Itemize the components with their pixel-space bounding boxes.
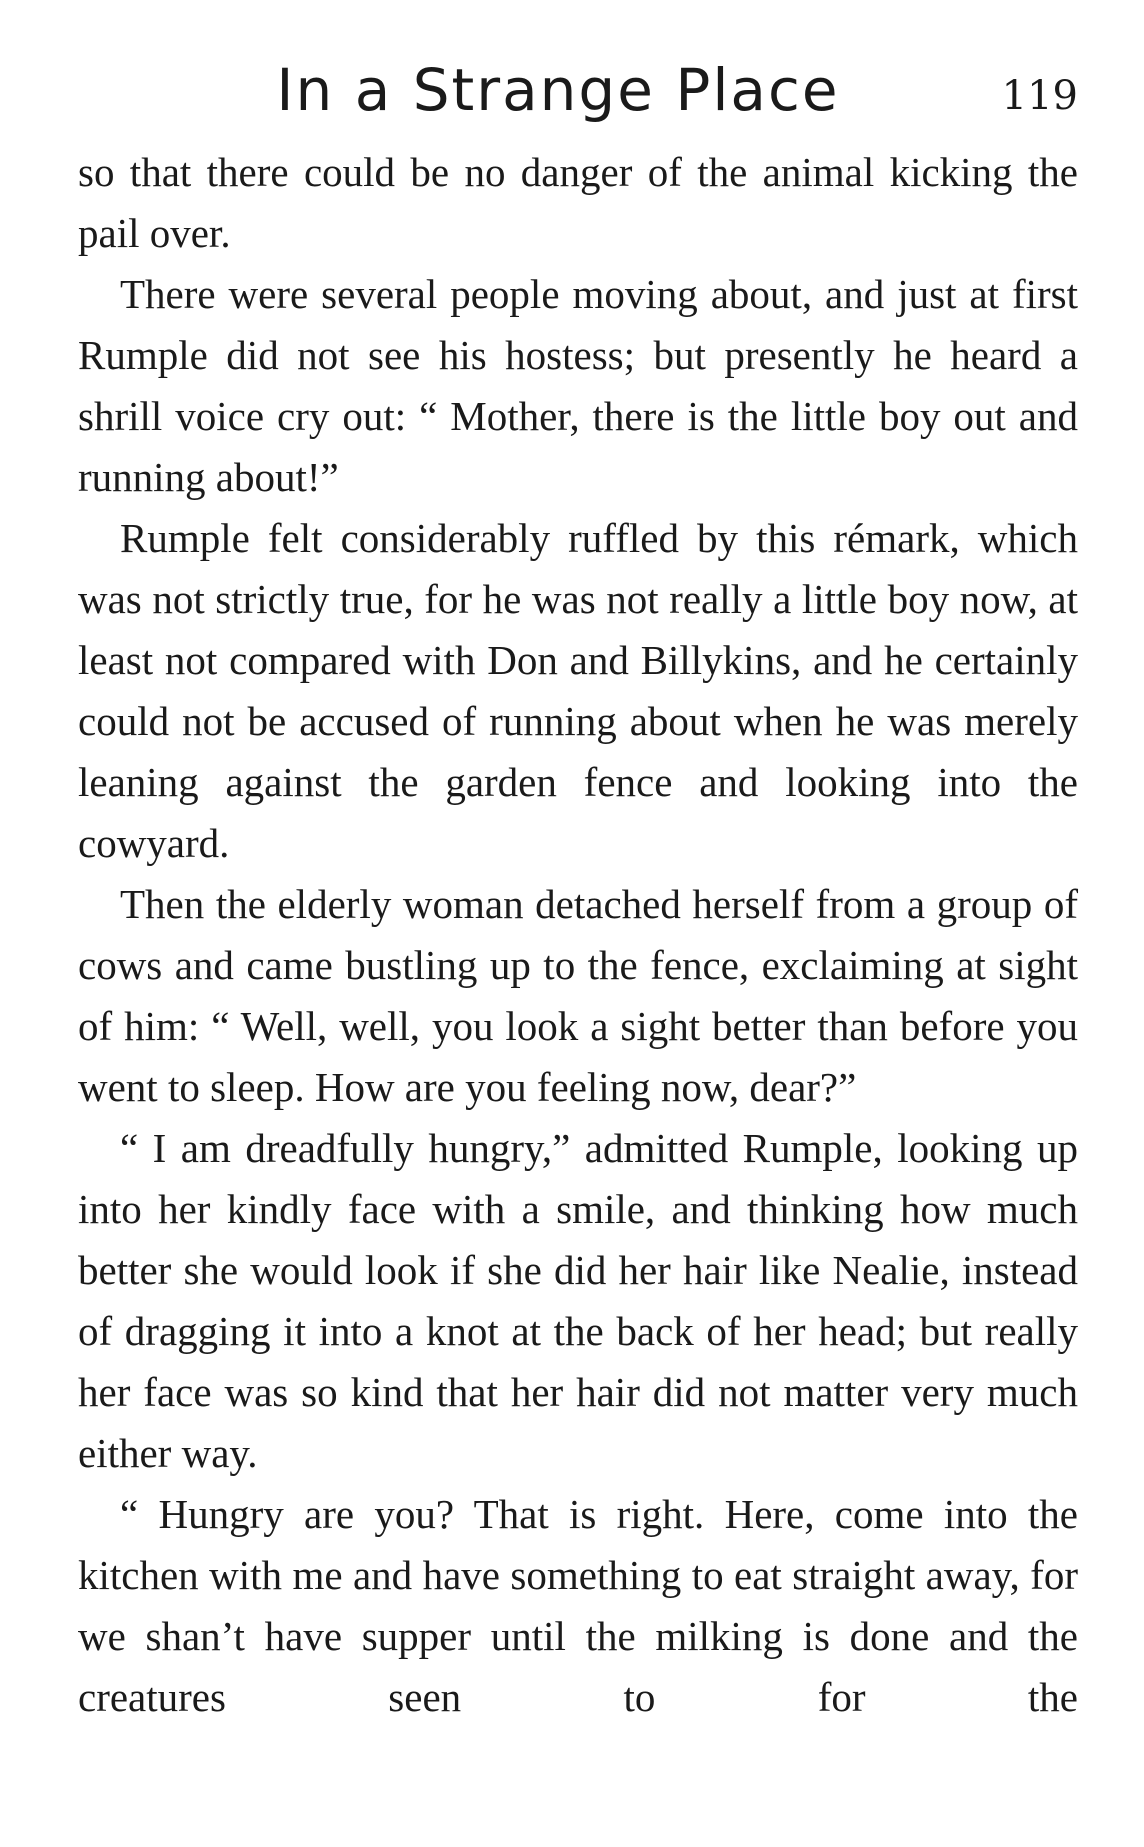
running-title: In a Strange Place: [276, 56, 840, 124]
body-text: [78, 142, 1078, 1728]
page-number: 119: [1001, 73, 1078, 119]
paragraph: “ I am dreadfully hungry,” admitted Rumple, looking up into her kindly face with a smile, and thinking how much better she would look if she did her hair like Nealie, instead of dragging it into a knot at the back of her head; but really her face was so kind that her hair did not matter very much either way.: [78, 1125, 1078, 1476]
paragraph: There were several people moving about, and just at first Rumple did not see his hostess; but presently he heard a shrill voice cry out: “ Mother, there is the little boy out and running about!”: [78, 271, 1078, 500]
paragraph: Rumple felt considerably ruffled by this rémark, which was not strictly true, for he was not really a little boy now, at least not compared with Don and Billykins, and he certainly could not be accused of running about when he was merely leaning against the garden fence and looking into the cowyard.: [78, 515, 1078, 866]
paragraph: Then the elderly woman detached herself from a group of cows and came bustling up to the fence, exclaiming at sight of him: “ Well, well, you look a sight better than before you went to sleep. How are you feeling now, dear?”: [78, 881, 1078, 1110]
paragraph-continued: so that there could be no danger of the animal kicking the pail over.: [78, 149, 1078, 256]
running-header: [78, 50, 1078, 130]
book-page: [78, 50, 1078, 1728]
paragraph-continues: “ Hungry are you? That is right. Here, come into the kitchen with me and have something to eat straight away, for we shan’t have supper until the milking is done and the creatures seen to for the: [78, 1491, 1078, 1720]
